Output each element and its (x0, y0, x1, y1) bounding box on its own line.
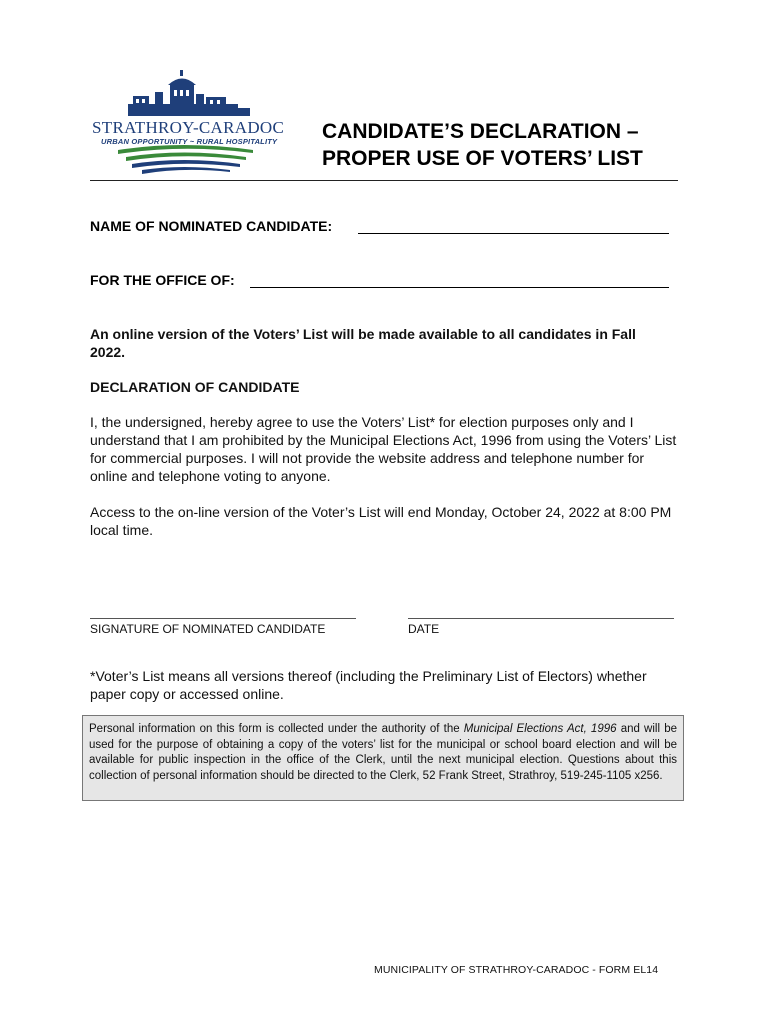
date-label: DATE (408, 622, 440, 636)
voters-list-definition: *Voter’s List means all versions thereof (including the Preliminary List of Electors) whether paper copy or accessed online. (90, 668, 647, 702)
declaration-text: I, the undersigned, hereby agree to use the Voters’ List* for election purposes only and I understand that I am prohibited by the Municipal Elections Act, 1996 from using the Voters’ List for commercial purposes. I will not provide the website address and telephone number for online and telephone voting to anyone. (90, 414, 677, 484)
title-line-2: PROPER USE OF VOTERS’ LIST (322, 147, 643, 170)
candidate-name-label: NAME OF NOMINATED CANDIDATE: (90, 218, 333, 234)
privacy-act-name: Municipal Elections Act, 1996 (463, 723, 617, 735)
declaration-heading: DECLARATION OF CANDIDATE (90, 379, 300, 395)
title-line-1: CANDIDATE’S DECLARATION – (322, 120, 639, 143)
signature-label: SIGNATURE OF NOMINATED CANDIDATE (90, 622, 326, 636)
header-divider (90, 180, 678, 181)
form-footer: MUNICIPALITY OF STRATHROY-CARADOC - FORM EL14 (374, 964, 659, 976)
document-title (322, 118, 643, 172)
candidate-name-field[interactable] (358, 233, 669, 234)
access-text: Access to the on-line version of the Voter’s List will end Monday, October 24, 2022 at 8:00 PM local time. (90, 504, 672, 538)
date-field[interactable] (408, 618, 674, 619)
signature-field[interactable] (90, 618, 356, 619)
online-version-notice: An online version of the Voters’ List will be made available to all candidates in Fall 2022. (90, 326, 636, 360)
logo-tagline: URBAN OPPORTUNITY ~ RURAL HOSPITALITY (101, 137, 278, 146)
office-field[interactable] (250, 287, 669, 288)
privacy-text-before: Personal information on this form is collected under the authority of the (89, 723, 464, 735)
privacy-text-after: and will be used for the purpose of obtaining a copy of the voters’ list for the municipal or school board election and will be available for public inspection in the office of the Clerk, until the next municipal election. Questions about this collection of personal information should be directed to the Clerk, 52 Frank Street, Strathroy, 519-245-1105 x256. (89, 723, 677, 782)
logo-name: STRATHROY-CARADOC (92, 118, 285, 137)
office-label: FOR THE OFFICE OF: (90, 272, 235, 288)
privacy-notice-box (82, 715, 684, 801)
